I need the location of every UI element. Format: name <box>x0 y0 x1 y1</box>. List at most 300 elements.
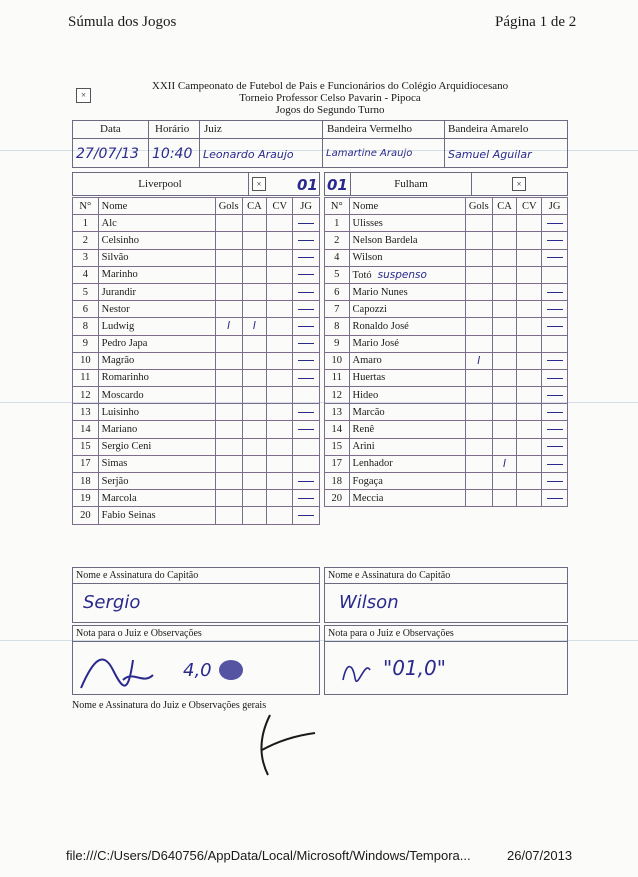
player-played <box>293 352 320 369</box>
file-path: file:///C:/Users/D640756/AppData/Local/Microsoft/Windows/Tempora... <box>66 848 471 863</box>
player-name-text: Mariano <box>101 424 138 436</box>
player-name-text: Ronaldo José <box>352 320 409 332</box>
player-name <box>349 490 465 507</box>
table-row <box>325 232 568 249</box>
team-right-roster <box>324 197 568 507</box>
player-name-text: Capozzi <box>352 303 387 315</box>
player-red-card <box>517 266 542 283</box>
col-num: N° <box>73 198 99 215</box>
player-goals <box>465 421 492 438</box>
player-yellow-card <box>492 387 517 404</box>
player-name <box>98 318 215 335</box>
player-name-text: Simas <box>101 458 128 470</box>
played-mark-icon <box>547 464 563 465</box>
player-goals <box>215 266 242 283</box>
notes-left-label: Nota para o Juiz e Observações <box>76 628 202 639</box>
played-mark-icon <box>298 343 314 344</box>
player-name <box>349 438 465 455</box>
yellow-flag-value: Samuel Aguilar <box>448 148 532 161</box>
player-yellow-card: I <box>492 455 517 472</box>
player-red-card <box>267 266 293 283</box>
player-goals <box>215 215 242 232</box>
table-row <box>73 387 320 404</box>
player-name <box>98 215 215 232</box>
player-number: 7 <box>325 301 350 318</box>
played-mark-icon <box>298 498 314 499</box>
player-goals <box>465 215 492 232</box>
player-goals <box>215 283 242 300</box>
player-name-text: Jurandir <box>101 286 137 298</box>
col-gols: Gols <box>465 198 492 215</box>
player-name <box>98 421 215 438</box>
player-number: 2 <box>325 232 350 249</box>
red-flag-value: Lamartine Araujo <box>326 148 413 159</box>
played-mark-icon <box>547 257 563 258</box>
player-name <box>98 369 215 386</box>
player-played <box>542 335 568 352</box>
team-right-logo-icon: × <box>512 177 526 191</box>
table-row <box>73 232 320 249</box>
player-yellow-card <box>242 473 267 490</box>
player-number: 13 <box>325 404 350 421</box>
player-name <box>349 232 465 249</box>
table-row <box>325 301 568 318</box>
player-number: 1 <box>73 215 99 232</box>
player-played <box>542 301 568 318</box>
player-number: 18 <box>73 473 99 490</box>
col-ca: CA <box>492 198 517 215</box>
player-played <box>293 266 320 283</box>
player-goals <box>215 421 242 438</box>
yellow-flag-label: Bandeira Amarelo <box>448 123 529 135</box>
player-played <box>293 232 320 249</box>
played-mark-icon <box>547 378 563 379</box>
player-name <box>349 318 465 335</box>
player-number: 17 <box>73 455 99 472</box>
player-yellow-card <box>242 387 267 404</box>
notes-right-label: Nota para o Juiz e Observações <box>328 628 454 639</box>
played-mark-icon <box>547 309 563 310</box>
red-flag-label: Bandeira Vermelho <box>327 123 413 135</box>
table-row <box>325 438 568 455</box>
team-left-logo-icon: × <box>252 177 266 191</box>
player-red-card <box>517 421 542 438</box>
player-name <box>98 301 215 318</box>
player-number: 6 <box>325 283 350 300</box>
player-yellow-card: I <box>242 318 267 335</box>
table-row <box>325 490 568 507</box>
player-played <box>293 455 320 472</box>
note-right-value: "01,0" <box>383 656 446 680</box>
date-label: Data <box>100 123 121 135</box>
captain-right-signature: Wilson <box>339 592 399 613</box>
player-goals <box>465 387 492 404</box>
player-number: 15 <box>325 438 350 455</box>
player-name <box>98 352 215 369</box>
played-mark-icon <box>298 240 314 241</box>
championship-title: XXII Campeonato de Futebol de Pais e Funcionários do Colégio Arquidiocesano <box>151 80 509 92</box>
player-yellow-card <box>242 283 267 300</box>
player-name-text: Romarinho <box>101 372 149 384</box>
player-yellow-card <box>242 215 267 232</box>
player-number: 11 <box>73 369 99 386</box>
col-ca: CA <box>242 198 267 215</box>
referee-label: Juiz <box>204 123 222 135</box>
player-played <box>293 387 320 404</box>
player-red-card <box>517 438 542 455</box>
player-goals <box>465 473 492 490</box>
played-mark-icon <box>547 429 563 430</box>
time-value: 10:40 <box>152 146 193 162</box>
player-goals <box>465 490 492 507</box>
played-mark-icon <box>298 326 314 327</box>
referee-value: Leonardo Araujo <box>203 148 294 161</box>
table-row <box>73 335 320 352</box>
player-played <box>542 369 568 386</box>
col-gols: Gols <box>215 198 242 215</box>
player-goals <box>215 352 242 369</box>
player-goals <box>215 404 242 421</box>
played-mark-icon <box>298 360 314 361</box>
player-played <box>293 335 320 352</box>
player-number: 12 <box>73 387 99 404</box>
player-played <box>542 455 568 472</box>
player-number: 14 <box>73 421 99 438</box>
player-played <box>542 283 568 300</box>
player-goals <box>215 507 242 524</box>
played-mark-icon <box>547 395 563 396</box>
player-name-text: Luisinho <box>101 406 139 418</box>
player-name-text: Arini <box>352 441 375 453</box>
table-row <box>73 507 320 524</box>
player-played <box>293 507 320 524</box>
player-number: 20 <box>325 490 350 507</box>
player-played <box>542 318 568 335</box>
col-cv: CV <box>517 198 542 215</box>
player-name-text: Alc <box>101 217 117 229</box>
player-yellow-card <box>242 249 267 266</box>
table-row <box>73 301 320 318</box>
player-yellow-card <box>492 335 517 352</box>
player-played <box>542 473 568 490</box>
player-name-text: Celsinho <box>101 234 139 246</box>
player-red-card <box>517 318 542 335</box>
player-name <box>349 352 465 369</box>
captain-left-box <box>72 567 320 623</box>
player-name <box>98 404 215 421</box>
player-goals <box>465 301 492 318</box>
player-name <box>98 387 215 404</box>
table-row <box>73 438 320 455</box>
player-red-card <box>517 455 542 472</box>
player-number: 3 <box>73 249 99 266</box>
player-number: 20 <box>73 507 99 524</box>
table-row <box>73 455 320 472</box>
player-red-card <box>267 490 293 507</box>
player-red-card <box>267 318 293 335</box>
player-yellow-card <box>492 318 517 335</box>
player-yellow-card <box>492 438 517 455</box>
table-row <box>73 473 320 490</box>
table-row <box>73 249 320 266</box>
player-name <box>349 335 465 352</box>
player-played <box>542 387 568 404</box>
time-label: Horário <box>155 123 190 135</box>
player-goals <box>215 455 242 472</box>
player-goals: I <box>465 352 492 369</box>
player-red-card <box>517 473 542 490</box>
player-goals <box>465 369 492 386</box>
player-name <box>98 335 215 352</box>
player-yellow-card <box>492 266 517 283</box>
player-goals <box>465 335 492 352</box>
player-name <box>349 473 465 490</box>
roster-header-row <box>325 198 568 215</box>
table-row <box>73 266 320 283</box>
date-value: 27/07/13 <box>76 146 139 162</box>
player-number: 4 <box>325 249 350 266</box>
player-number: 13 <box>73 404 99 421</box>
player-red-card <box>267 215 293 232</box>
player-number: 6 <box>73 301 99 318</box>
player-red-card <box>517 283 542 300</box>
player-red-card <box>517 335 542 352</box>
player-yellow-card <box>492 232 517 249</box>
team-left-score: 01 <box>297 176 318 194</box>
team-left-name: Liverpool <box>72 172 249 196</box>
table-row <box>325 421 568 438</box>
player-red-card <box>517 352 542 369</box>
player-played <box>542 352 568 369</box>
player-goals <box>215 369 242 386</box>
captain-right-box <box>324 567 568 623</box>
player-red-card <box>267 352 293 369</box>
player-name-text: Mario José <box>352 338 399 350</box>
player-number: 17 <box>325 455 350 472</box>
player-name-text: Renê <box>352 424 375 436</box>
print-date: 26/07/2013 <box>507 848 573 863</box>
played-mark-icon <box>547 412 563 413</box>
player-played <box>293 215 320 232</box>
player-number: 5 <box>73 283 99 300</box>
player-number: 10 <box>325 352 350 369</box>
player-yellow-card <box>492 473 517 490</box>
player-name-text: Huertas <box>352 372 386 384</box>
table-row <box>325 318 568 335</box>
player-red-card <box>267 249 293 266</box>
player-number: 8 <box>73 318 99 335</box>
player-red-card <box>267 283 293 300</box>
player-yellow-card <box>242 266 267 283</box>
player-name <box>349 404 465 421</box>
table-row <box>325 215 568 232</box>
played-mark-icon <box>547 326 563 327</box>
player-name-text: Amaro <box>352 355 382 367</box>
player-yellow-card <box>492 490 517 507</box>
player-name <box>98 507 215 524</box>
player-name-text: Totó <box>352 269 372 281</box>
player-yellow-card <box>492 301 517 318</box>
player-name-text: Pedro Japa <box>101 338 148 350</box>
player-name <box>349 249 465 266</box>
player-played <box>542 490 568 507</box>
played-mark-icon <box>298 412 314 413</box>
table-row <box>325 352 568 369</box>
player-number: 14 <box>325 421 350 438</box>
player-name-text: Sergio Ceni <box>101 441 152 453</box>
player-played <box>542 215 568 232</box>
player-played <box>293 438 320 455</box>
played-mark-icon <box>547 223 563 224</box>
col-jg: JG <box>293 198 320 215</box>
table-row <box>73 369 320 386</box>
player-name-text: Marcola <box>101 492 137 504</box>
player-red-card <box>517 249 542 266</box>
player-red-card <box>517 490 542 507</box>
player-played <box>542 232 568 249</box>
col-name: Nome <box>349 198 465 215</box>
player-red-card <box>517 301 542 318</box>
player-goals <box>215 301 242 318</box>
player-played <box>293 318 320 335</box>
player-name-text: Serjão <box>101 475 129 487</box>
divider <box>444 120 445 168</box>
player-name-text: Silvão <box>101 252 129 264</box>
player-played <box>542 249 568 266</box>
played-mark-icon <box>547 360 563 361</box>
player-name <box>349 266 465 283</box>
divider <box>199 120 200 168</box>
player-goals <box>215 387 242 404</box>
player-name <box>349 455 465 472</box>
player-played <box>293 283 320 300</box>
player-yellow-card <box>492 283 517 300</box>
player-played <box>293 404 320 421</box>
player-goals <box>215 249 242 266</box>
player-red-card <box>517 404 542 421</box>
player-goals <box>215 438 242 455</box>
referee-scribble-right-icon <box>325 640 567 696</box>
col-num: N° <box>325 198 350 215</box>
player-goals <box>465 266 492 283</box>
player-name-text: Wilson <box>352 252 383 264</box>
player-goals <box>465 318 492 335</box>
player-name-text: Nestor <box>101 303 130 315</box>
player-name <box>98 266 215 283</box>
player-red-card <box>267 421 293 438</box>
player-note: suspenso <box>377 268 427 281</box>
referee-signature-icon <box>240 705 320 785</box>
table-row <box>73 421 320 438</box>
player-number: 1 <box>325 215 350 232</box>
player-yellow-card <box>492 369 517 386</box>
table-row <box>73 283 320 300</box>
player-yellow-card <box>242 335 267 352</box>
player-name <box>349 215 465 232</box>
player-name <box>98 438 215 455</box>
played-mark-icon <box>547 481 563 482</box>
player-yellow-card <box>242 490 267 507</box>
player-yellow-card <box>242 369 267 386</box>
table-row <box>325 455 568 472</box>
player-red-card <box>267 232 293 249</box>
player-yellow-card <box>492 421 517 438</box>
played-mark-icon <box>298 429 314 430</box>
table-row <box>325 387 568 404</box>
divider <box>322 120 323 168</box>
player-number: 2 <box>73 232 99 249</box>
roster-header-row <box>73 198 320 215</box>
player-number: 11 <box>325 369 350 386</box>
player-red-card <box>517 369 542 386</box>
player-name-text: Moscardo <box>101 389 144 401</box>
player-yellow-card <box>492 404 517 421</box>
player-name <box>349 387 465 404</box>
table-row <box>325 335 568 352</box>
player-red-card <box>267 438 293 455</box>
tournament-title: Torneio Professor Celso Pavarin - Pipoca <box>239 92 421 104</box>
player-yellow-card <box>492 215 517 232</box>
player-played <box>293 369 320 386</box>
player-name <box>349 369 465 386</box>
player-red-card <box>267 335 293 352</box>
player-name-text: Fabio Seinas <box>101 509 156 521</box>
player-number: 8 <box>325 318 350 335</box>
notes-right-box <box>324 625 568 695</box>
player-red-card <box>517 387 542 404</box>
player-played <box>293 473 320 490</box>
player-played <box>293 301 320 318</box>
player-played <box>542 438 568 455</box>
player-name-text: Marcão <box>352 406 385 418</box>
round-title: Jogos do Segundo Turno <box>275 104 385 116</box>
player-red-card <box>267 369 293 386</box>
team-left-roster <box>72 197 320 525</box>
divider <box>148 120 149 168</box>
player-red-card <box>267 455 293 472</box>
player-red-card <box>267 507 293 524</box>
player-played <box>542 404 568 421</box>
player-goals <box>465 283 492 300</box>
player-red-card <box>517 232 542 249</box>
player-name <box>98 455 215 472</box>
player-name-text: Nelson Bardela <box>352 234 418 246</box>
player-played <box>293 490 320 507</box>
player-yellow-card <box>242 438 267 455</box>
player-name <box>98 232 215 249</box>
player-name <box>98 473 215 490</box>
doc-title: Súmula dos Jogos <box>68 14 177 30</box>
played-mark-icon <box>298 378 314 379</box>
player-name <box>349 421 465 438</box>
logo-placeholder-icon: × <box>76 88 91 103</box>
player-yellow-card <box>242 232 267 249</box>
player-played <box>293 249 320 266</box>
table-row <box>73 215 320 232</box>
player-played <box>542 266 568 283</box>
player-goals <box>215 490 242 507</box>
player-yellow-card <box>242 352 267 369</box>
played-mark-icon <box>298 515 314 516</box>
played-mark-icon <box>298 274 314 275</box>
col-name: Nome <box>98 198 215 215</box>
general-notes-label: Nome e Assinatura do Juiz e Observações gerais <box>72 700 267 711</box>
table-row <box>73 490 320 507</box>
notes-left-box <box>72 625 320 695</box>
captain-left-signature: Sergio <box>83 592 141 613</box>
page-number: Página 1 de 2 <box>495 14 577 30</box>
player-name-text: Fogaça <box>352 475 383 487</box>
